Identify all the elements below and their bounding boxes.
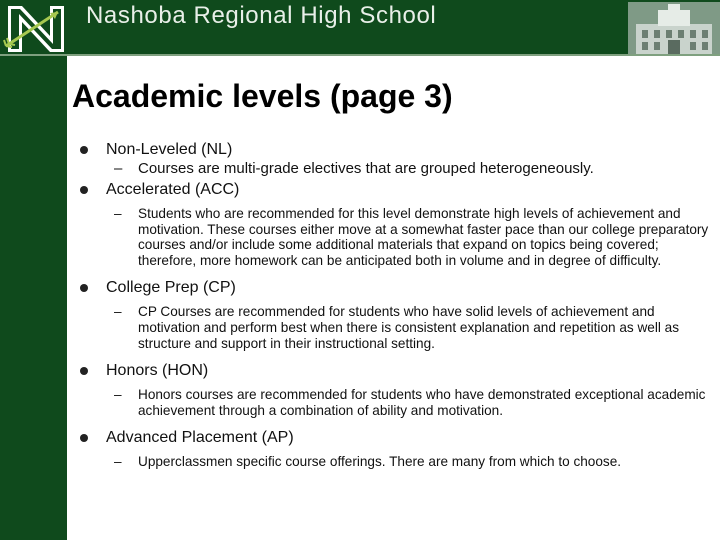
level-detail: Honors courses are recommended for students who have demonstrated exceptional academic achievement through a combination of ability and motivation. [138, 387, 706, 418]
school-name: Nashoba Regional High School [86, 2, 437, 29]
level-label: Advanced Placement (AP) [106, 429, 294, 447]
dash-icon: – [114, 387, 122, 403]
school-building-icon [628, 2, 720, 56]
list-subitem-hon [78, 387, 718, 418]
banner-divider [0, 54, 720, 56]
list-item-nl [78, 140, 718, 160]
dash-icon: – [114, 304, 122, 320]
bullet-icon [80, 367, 88, 375]
bullet-icon [80, 284, 88, 292]
list-item-hon [78, 361, 718, 381]
list-subitem-ap [78, 454, 718, 470]
level-label: Non-Leveled (NL) [106, 141, 233, 158]
bullet-icon [80, 186, 88, 194]
list-item-cp [78, 278, 718, 298]
list-item-ap [78, 428, 718, 448]
dash-icon: – [114, 454, 122, 470]
level-detail: Upperclassmen specific course offerings. There are many from which to choose. [138, 454, 622, 470]
list-subitem-cp [78, 304, 718, 351]
list-subitem-acc [78, 206, 718, 268]
bullet-icon [80, 146, 88, 154]
dash-icon: – [114, 160, 123, 177]
level-label: Accelerated (ACC) [106, 181, 240, 198]
nashoba-n-arrow-logo-icon [0, 0, 76, 56]
level-detail: Students who are recommended for this level demonstrate high levels of achievement and motivation. These courses either move at a somewhat faster pace than our college preparatory courses and/or include some additional materials that expand on topics being covered; therefore, more homework can be anticipated both in volume and in degree of difficulty. [138, 206, 709, 268]
bullet-icon [80, 434, 88, 442]
level-detail: Courses are multi-grade electives that are grouped heterogeneously. [138, 160, 594, 177]
level-label: College Prep (CP) [106, 279, 236, 297]
list-item-acc [78, 180, 718, 200]
header-banner [0, 0, 720, 56]
slide-title: Academic levels (page 3) [72, 78, 453, 114]
left-sidebar-strip [0, 56, 67, 540]
levels-list [78, 140, 718, 470]
list-subitem-nl [78, 160, 718, 178]
level-detail: CP Courses are recommended for students who have solid levels of achievement and motivation and perform best when there is consistent explanation and repetition as well as structure and support in their instructional setting. [138, 304, 680, 351]
level-label: Honors (HON) [106, 362, 209, 380]
dash-icon: – [114, 206, 122, 221]
